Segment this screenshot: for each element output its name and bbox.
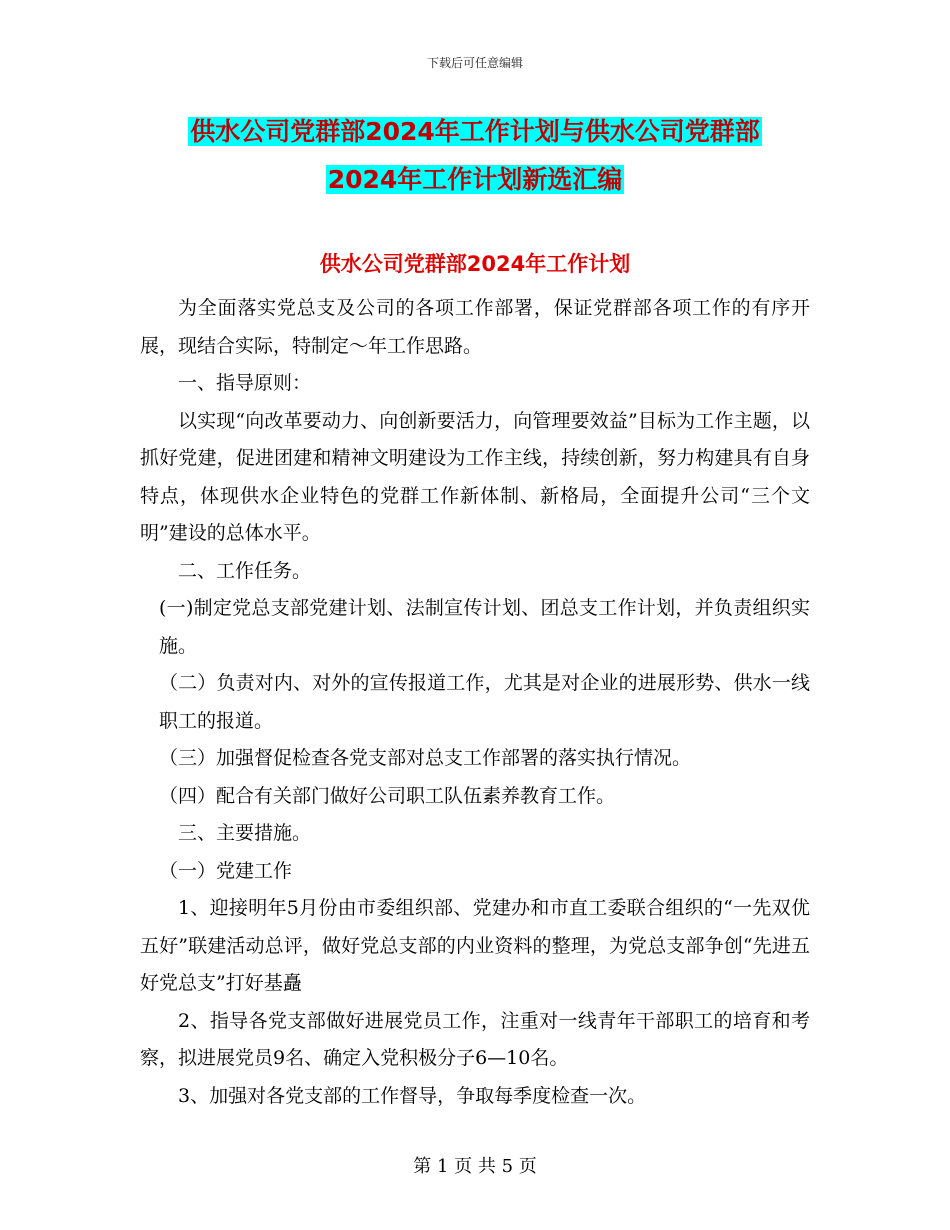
body-text bbox=[140, 290, 810, 1115]
subheading-party-building: （一）党建工作 bbox=[159, 859, 293, 882]
page-footer: 第 1 页 共 5 页 bbox=[413, 1156, 537, 1177]
section-title: 供水公司党群部2024年工作计划 bbox=[319, 252, 631, 276]
paragraph-principles: 以实现“向改革要动力、向创新要活力，向管理要效益”目标为工作主题，以抓好党建，促进团建和精神文明建设为工作主线，持续创新，努力构建具有自身特点，体现供水企业特色的党群工作新体制、新格局，全面提升公司“三个文明”建设的总体水平。 bbox=[140, 409, 810, 544]
measure-item-3: 3、加强对各党支部的工作督导，争取每季度检查一次。 bbox=[178, 1084, 647, 1107]
heading-principles: 一、指导原则： bbox=[178, 372, 312, 394]
heading-tasks: 二、工作任务。 bbox=[178, 559, 312, 582]
document-title-line1: 供水公司党群部2024年工作计划与供水公司党群部 bbox=[190, 117, 760, 146]
task-item-3: （三）加强督促检查各党支部对总支工作部署的落实执行情况。 bbox=[159, 747, 692, 769]
task-item-1: (一)制定党总支部党建计划、法制宣传计划、团总支工作计划，并负责组织实施。 bbox=[159, 597, 810, 657]
header-note: 下载后可任意编辑 bbox=[426, 56, 523, 70]
paragraph-intro: 为全面落实党总支及公司的各项工作部署，保证党群部各项工作的有序开展，现结合实际，特制定～年工作思路。 bbox=[140, 297, 810, 357]
document-title bbox=[140, 108, 810, 204]
task-item-2: （二）负责对内、对外的宣传报道工作，尤其是对企业的进展形势、供水一线职工的报道。 bbox=[159, 672, 810, 732]
heading-measures: 三、主要措施。 bbox=[178, 822, 312, 844]
measure-item-2: 2、指导各党支部做好进展党员工作，注重对一线青年干部职工的培育和考察，拟进展党员9名、确定入党积极分子6—10名。 bbox=[140, 1009, 810, 1069]
document-title-line2: 2024年工作计划新选汇编 bbox=[327, 165, 623, 194]
measure-item-1: 1、迎接明年5月份由市委组织部、党建办和市直工委联合组织的“一先双优五好”联建活动总评，做好党总支部的内业资料的整理，为党总支部争创“先进五好党总支”打好基矗 bbox=[140, 897, 810, 994]
task-item-4: （四）配合有关部门做好公司职工队伍素养教育工作。 bbox=[159, 784, 616, 807]
